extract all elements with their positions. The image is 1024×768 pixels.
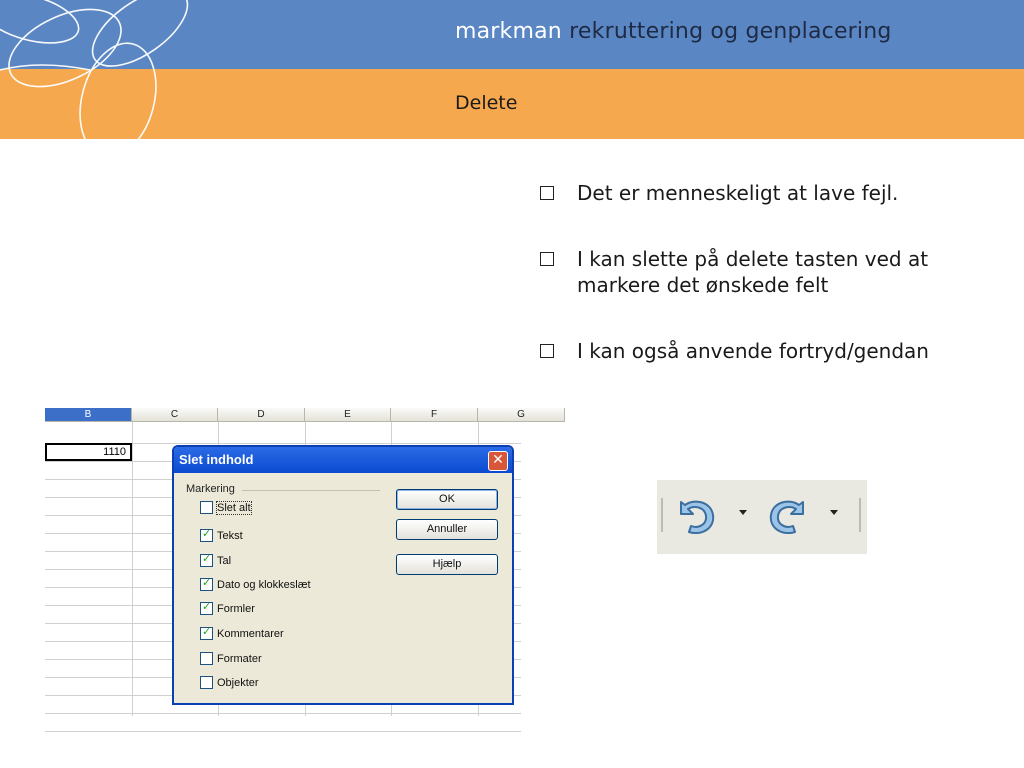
help-button[interactable]: Hjælp — [396, 554, 498, 575]
option-label: Kommentarer — [217, 627, 284, 640]
option-text[interactable] — [200, 529, 243, 542]
option-label: Formater — [217, 652, 262, 665]
option-label: Tekst — [217, 529, 243, 542]
close-icon[interactable]: ✕ — [488, 451, 508, 471]
option-formats[interactable] — [200, 652, 262, 665]
bullet-list — [540, 180, 980, 404]
group-label: Markering — [186, 483, 235, 495]
undo-icon[interactable] — [677, 496, 717, 536]
brand-name: markman — [455, 19, 562, 44]
brand-wordmark — [455, 19, 892, 44]
slide-title: Delete — [455, 92, 518, 114]
dialog-title: Slet indhold — [174, 447, 512, 473]
redo-dropdown-arrow[interactable] — [830, 510, 838, 515]
checkbox[interactable] — [200, 652, 213, 665]
toolbar-separator — [859, 498, 861, 532]
bullet-item — [540, 338, 980, 364]
grid-row-line — [45, 731, 521, 732]
checkbox[interactable] — [200, 529, 213, 542]
ok-button[interactable]: OK — [396, 489, 498, 510]
selected-cell[interactable]: 1110 — [45, 443, 132, 461]
bullet-text: I kan slette på delete tasten ved at markere det ønskede felt — [577, 247, 929, 297]
option-objects[interactable] — [200, 676, 259, 689]
column-header-f[interactable]: F — [391, 408, 478, 422]
checkbox[interactable] — [200, 676, 213, 689]
cancel-button[interactable]: Annuller — [396, 519, 498, 540]
option-numbers[interactable] — [200, 554, 231, 567]
bullet-item — [540, 246, 980, 298]
checkbox[interactable] — [200, 578, 213, 591]
bullet-item — [540, 180, 980, 206]
bullet-text: I kan også anvende fortryd/gendan — [577, 339, 929, 363]
undo-redo-toolbar — [657, 480, 867, 554]
column-header-e[interactable]: E — [305, 408, 391, 422]
grid-column-line — [132, 422, 133, 716]
option-formulas[interactable] — [200, 602, 255, 615]
checkbox[interactable] — [200, 554, 213, 567]
group-divider — [242, 490, 380, 491]
checkbox[interactable] — [200, 627, 213, 640]
delete-contents-dialog — [172, 445, 514, 705]
brand-tagline: rekruttering og genplacering — [569, 19, 892, 44]
undo-dropdown-arrow[interactable] — [739, 510, 747, 515]
option-label: Slet alt — [217, 501, 251, 514]
checkbox[interactable] — [200, 602, 213, 615]
toolbar-separator — [661, 498, 663, 532]
column-header-c[interactable]: C — [132, 408, 218, 422]
checkbox[interactable] — [200, 501, 213, 514]
option-label: Dato og klokkeslæt — [217, 578, 311, 591]
square-bullet-icon — [540, 344, 554, 358]
decorative-loops — [0, 0, 260, 139]
column-header-g[interactable]: G — [478, 408, 565, 422]
option-comments[interactable] — [200, 627, 284, 640]
option-label: Tal — [217, 554, 232, 567]
bullet-text: Det er menneskeligt at lave fejl. — [577, 181, 899, 205]
option-label: Formler — [217, 602, 255, 615]
column-header-b[interactable]: B — [45, 408, 132, 422]
grid-row-line — [45, 713, 521, 714]
option-label: Objekter — [217, 676, 259, 689]
option-date-time[interactable] — [200, 578, 311, 591]
column-header-d[interactable]: D — [218, 408, 305, 422]
option-delete-all[interactable] — [200, 501, 251, 514]
square-bullet-icon — [540, 252, 554, 266]
redo-icon[interactable] — [767, 496, 807, 536]
square-bullet-icon — [540, 186, 554, 200]
